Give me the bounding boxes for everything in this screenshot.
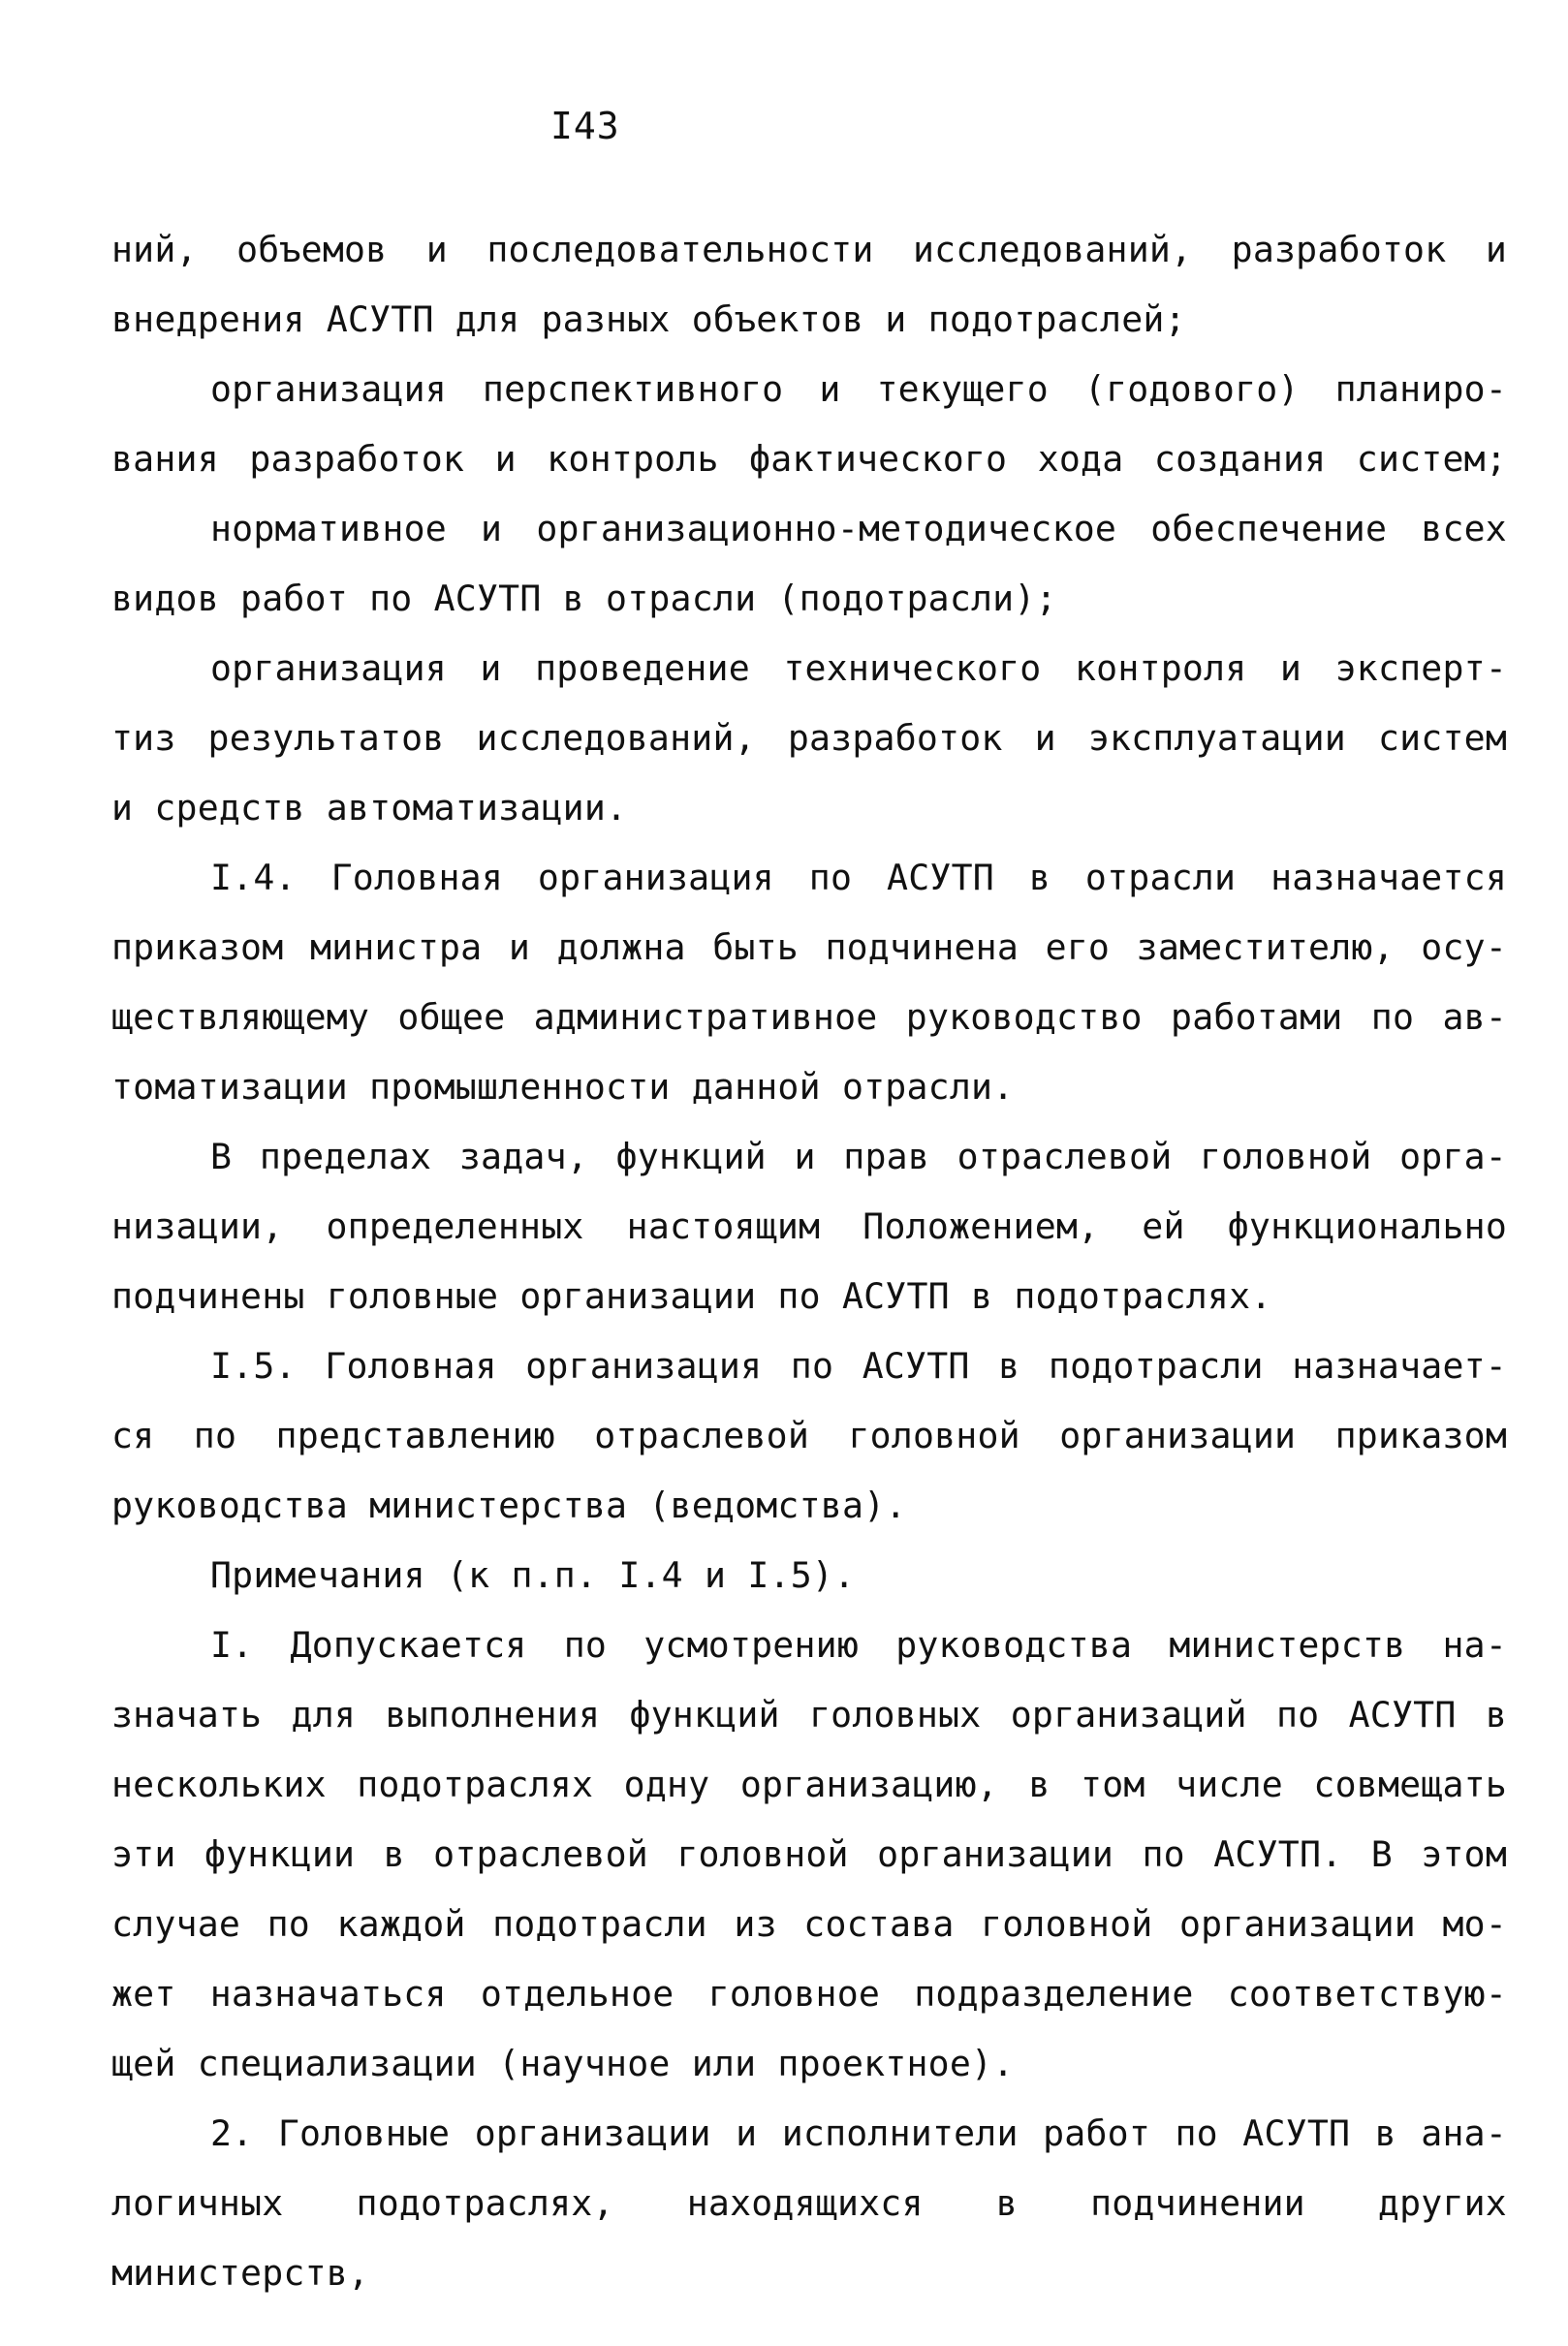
text-line: нескольких подотраслях одну организацию, в том числе совмещать xyxy=(111,1764,1507,1805)
text-line: I. Допускается по усмотрению руководства министерств на- xyxy=(210,1624,1507,1666)
body-text xyxy=(111,215,1507,2294)
text-line: ний, объемов и последовательности исследований, разработок и xyxy=(111,229,1507,270)
text-line: тиз результатов исследований, разработок и эксплуатации систем xyxy=(111,717,1507,759)
text-line: логичных подотраслях, находящихся в подчинении других министерств, xyxy=(111,2182,1507,2294)
text-line: 2. Головные организации и исполнители работ по АСУТП в ана- xyxy=(210,2112,1507,2154)
text-line: ся по представлению отраслевой головной организации приказом xyxy=(111,1415,1507,1456)
text-line: томатизации промышленности данной отрасли. xyxy=(111,1066,1015,1108)
text-line: щей специализации (научное или проектное). xyxy=(111,2043,1015,2084)
text-line: эти функции в отраслевой головной организации по АСУТП. В этом xyxy=(111,1833,1507,1875)
text-line: значать для выполнения функций головных организаций по АСУТП в xyxy=(111,1694,1507,1736)
text-line: В пределах задач, функций и прав отраслевой головной орга- xyxy=(210,1136,1507,1177)
text-line: I.4. Головная организация по АСУТП в отрасли назначается xyxy=(210,857,1507,898)
text-line: приказом министра и должна быть подчинена его заместителю, осу- xyxy=(111,926,1507,968)
text-line: и средств автоматизации. xyxy=(111,787,628,829)
text-line: организация перспективного и текущего (годового) планиро- xyxy=(210,368,1507,410)
text-line: подчинены головные организации по АСУТП в подотраслях. xyxy=(111,1275,1272,1317)
text-line: внедрения АСУТП для разных объектов и подотраслей; xyxy=(111,298,1186,340)
text-line: вания разработок и контроль фактического хода создания систем; xyxy=(111,438,1507,480)
text-line: ществляющему общее административное руководство работами по ав- xyxy=(111,996,1507,1038)
text-line: случае по каждой подотрасли из состава головной организации мо- xyxy=(111,1903,1507,1945)
text-line: I.5. Головная организация по АСУТП в подотрасли назначает- xyxy=(210,1345,1507,1387)
text-line: Примечания (к п.п. I.4 и I.5). xyxy=(210,1554,856,1596)
text-line: жет назначаться отдельное головное подразделение соответствую- xyxy=(111,1973,1507,2015)
text-line: руководства министерства (ведомства). xyxy=(111,1485,907,1526)
text-line: низации, определенных настоящим Положением, ей функционально xyxy=(111,1205,1507,1247)
page-number: I43 xyxy=(550,105,620,147)
text-line: нормативное и организационно-методическое обеспечение всех xyxy=(210,508,1507,549)
text-line: организация и проведение технического контроля и эксперт- xyxy=(210,647,1507,689)
text-line: видов работ по АСУТП в отрасли (подотрасли); xyxy=(111,578,1057,619)
